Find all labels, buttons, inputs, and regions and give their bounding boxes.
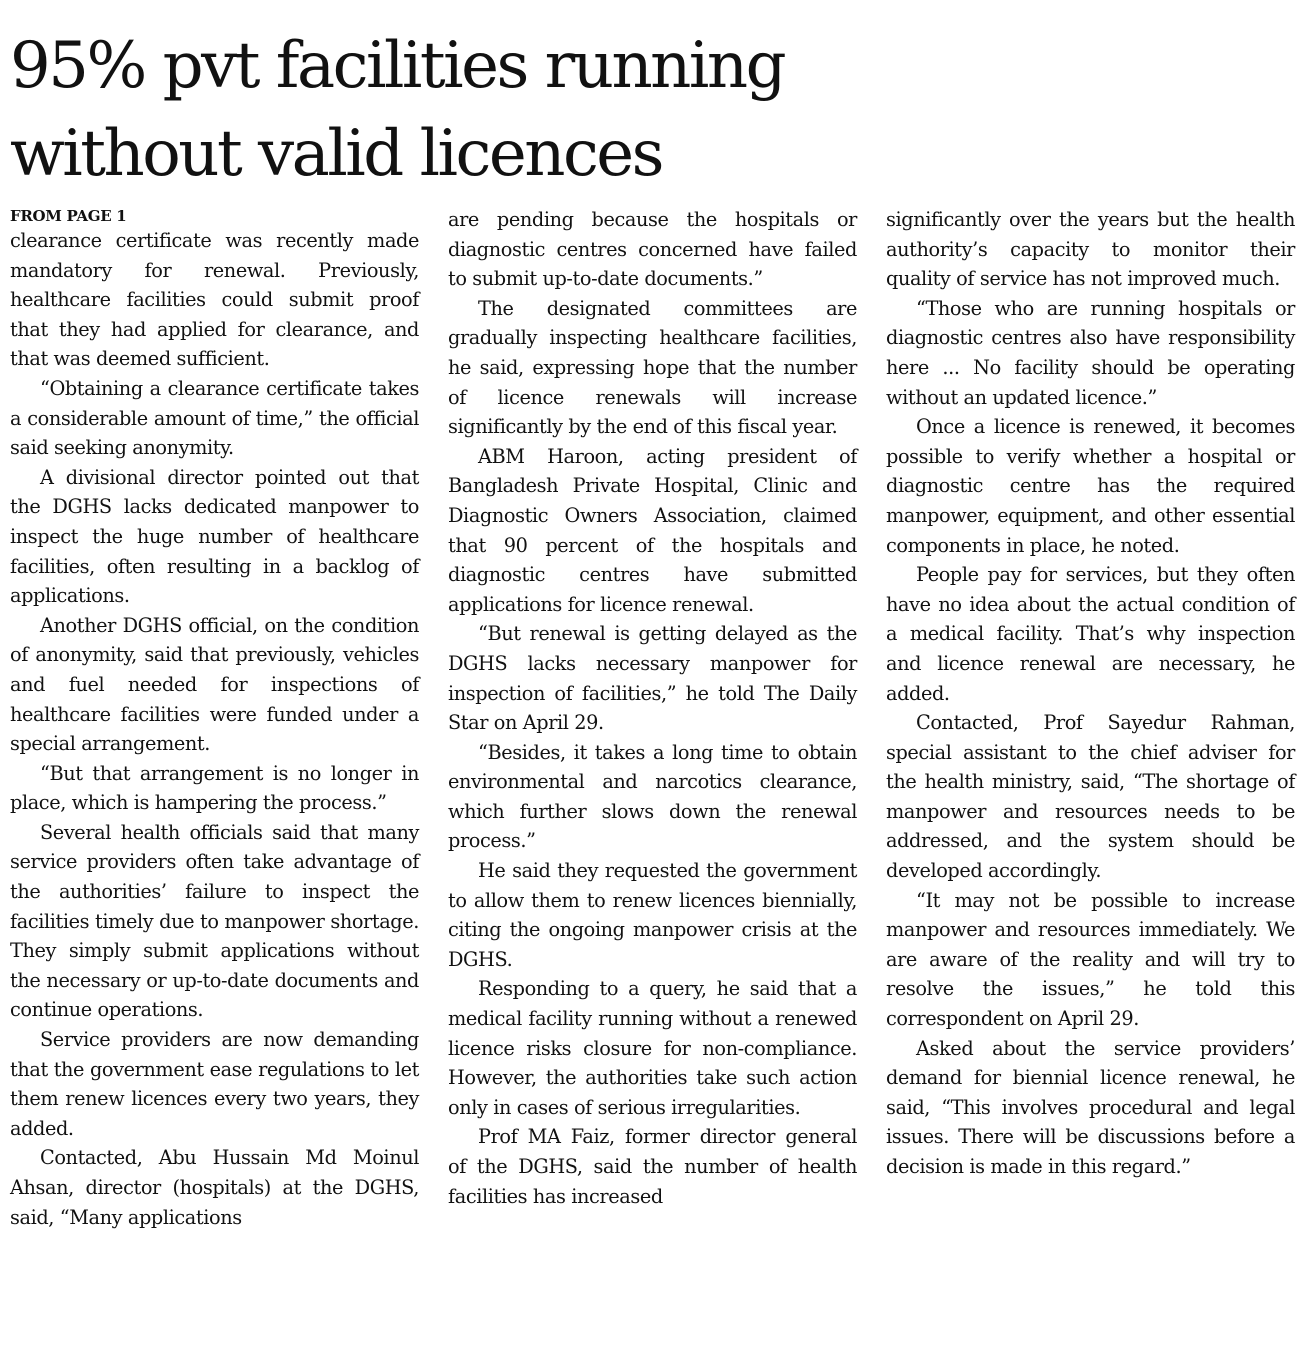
paragraph: “But that arrangement is no longer in place, which is hampering the process.” — [10, 761, 419, 815]
paragraph: Asked about the service providers’ demand for biennial licence renewal, he said, “This involves procedural and legal issues. There will be discussions before a decision is made in this regard.” — [886, 1036, 1295, 1178]
article-column-1 — [10, 206, 419, 1232]
headline-line-1: 95% pvt facilities running — [10, 29, 785, 103]
paragraph: are pending because the hospitals or diagnostic centres concerned have failed to submit up-to-date documents.” — [448, 208, 857, 291]
paragraph: Another DGHS official, on the condition of anonymity, said that previously, vehicles and fuel needed for inspections of healthcare facilities were funded under a special arrangement. — [10, 613, 419, 756]
paragraph: Contacted, Abu Hussain Md Moinul Ahsan, director (hospitals) at the DGHS, said, “Many applications — [10, 1146, 419, 1229]
paragraph: Contacted, Prof Sayedur Rahman, special assistant to the chief adviser for the health ministry, said, “The shortage of manpower and resources needs to be addressed, and the system should be developed accordingly. — [886, 711, 1295, 883]
headline — [10, 22, 1110, 198]
paragraph: Responding to a query, he said that a medical facility running without a renewed licence risks closure for non-compliance. However, the authorities take such action only in cases of serious irregularities. — [448, 977, 857, 1119]
paragraph: “But renewal is getting delayed as the DGHS lacks necessary manpower for inspection of facilities,” he told The Daily Star on April 29. — [448, 622, 857, 735]
from-page-kicker: FROM PAGE 1 — [10, 207, 127, 225]
article-column-3 — [886, 205, 1295, 1182]
paragraph: “Besides, it takes a long time to obtain environmental and narcotics clearance, which further slows down the renewal process.” — [448, 740, 857, 853]
paragraph: Service providers are now demanding that the government ease regulations to let them renew licences every two years, they added. — [10, 1028, 419, 1140]
paragraph: “It may not be possible to increase manpower and resources immediately. We are aware of the reality and will try to resolve the issues,” he told this correspondent on April 29. — [886, 888, 1295, 1031]
paragraph: A divisional director pointed out that the DGHS lacks dedicated manpower to inspect the huge number of healthcare facilities, often resulting in a backlog of applications. — [10, 465, 419, 608]
paragraph: ABM Haroon, acting president of Bangladesh Private Hospital, Clinic and Diagnostic Owners Association, claimed that 90 percent of the hospitals and diagnostic centres have submitted applications for licence renewal. — [448, 444, 857, 616]
paragraph: Prof MA Faiz, former director general of the DGHS, said the number of health facilities has increased — [448, 1125, 857, 1208]
paragraph: clearance certificate was recently made mandatory for renewal. Previously, healthcare facilities could submit proof that they had applied for clearance, and that was deemed sufficient. — [10, 229, 419, 371]
article-column-2 — [448, 205, 857, 1211]
paragraph: “Obtaining a clearance certificate takes a considerable amount of time,” the official said seeking anonymity. — [10, 376, 419, 460]
paragraph: People pay for services, but they often have no idea about the actual condition of a medical facility. That’s why inspection and licence renewal are necessary, he added. — [886, 563, 1295, 705]
paragraph: “Those who are running hospitals or diagnostic centres also have responsibility here ... No facility should be operating without an updated licence.” — [886, 296, 1295, 409]
paragraph: significantly over the years but the health authority’s capacity to monitor their quality of service has not improved much. — [886, 208, 1295, 291]
paragraph: He said they requested the government to allow them to renew licences biennially, citing the ongoing manpower crisis at the DGHS. — [448, 859, 857, 971]
paragraph: The designated committees are gradually inspecting healthcare facilities, he said, expressing hope that the number of licence renewals will increase significantly by the end of this fiscal year. — [448, 296, 857, 439]
paragraph: Once a licence is renewed, it becomes possible to verify whether a hospital or diagnostic centre has the required manpower, equipment, and other essential components in place, he noted. — [886, 415, 1295, 557]
paragraph: Several health officials said that many service providers often take advantage of the authorities’ failure to inspect the facilities timely due to manpower shortage. They simply submit applications without the necessary or up-to-date documents and continue operations. — [10, 820, 419, 1022]
headline-line-2: without valid licences — [10, 117, 662, 191]
